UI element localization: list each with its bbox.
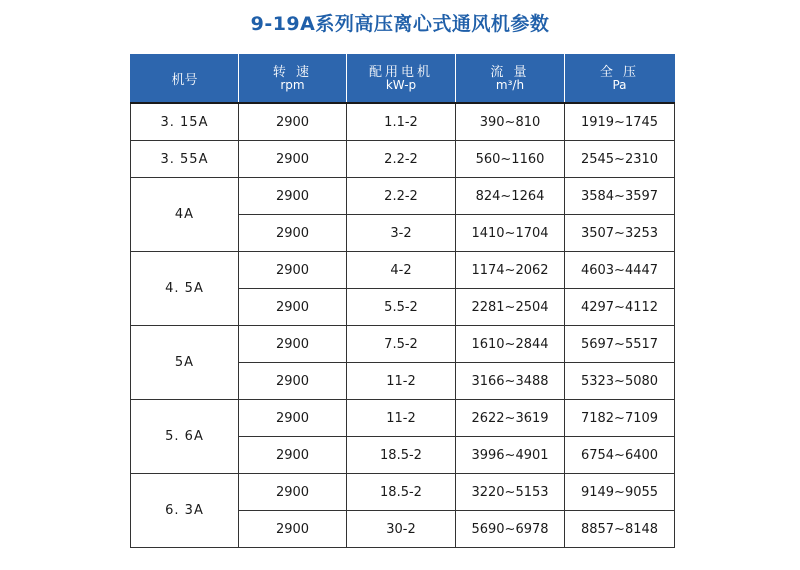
header-model bbox=[131, 54, 239, 103]
header-flow-unit: m³/h bbox=[495, 77, 525, 92]
flow-cell: 390~810 bbox=[456, 103, 565, 141]
power-cell: 18.5-2 bbox=[347, 474, 456, 511]
pressure-cell: 3507~3253 bbox=[565, 215, 675, 252]
table-row bbox=[131, 326, 675, 363]
pressure-cell: 3584~3597 bbox=[565, 178, 675, 215]
flow-cell: 560~1160 bbox=[456, 141, 565, 178]
fan-parameter-table bbox=[130, 54, 675, 548]
pressure-cell: 1919~1745 bbox=[565, 103, 675, 141]
flow-cell: 2281~2504 bbox=[456, 289, 565, 326]
header-flow bbox=[456, 54, 565, 103]
power-cell: 11-2 bbox=[347, 400, 456, 437]
model-cell: 4. 5A bbox=[131, 252, 239, 326]
pressure-cell: 5697~5517 bbox=[565, 326, 675, 363]
header-speed-unit: rpm bbox=[280, 77, 305, 92]
flow-cell: 3996~4901 bbox=[456, 437, 565, 474]
power-cell: 18.5-2 bbox=[347, 437, 456, 474]
speed-cell: 2900 bbox=[239, 511, 347, 548]
table-header-row bbox=[131, 54, 675, 103]
pressure-cell: 4297~4112 bbox=[565, 289, 675, 326]
pressure-cell: 5323~5080 bbox=[565, 363, 675, 400]
flow-cell: 2622~3619 bbox=[456, 400, 565, 437]
speed-cell: 2900 bbox=[239, 178, 347, 215]
header-power bbox=[347, 54, 456, 103]
speed-cell: 2900 bbox=[239, 215, 347, 252]
flow-cell: 1410~1704 bbox=[456, 215, 565, 252]
speed-cell: 2900 bbox=[239, 252, 347, 289]
table-row bbox=[131, 400, 675, 437]
pressure-cell: 6754~6400 bbox=[565, 437, 675, 474]
speed-cell: 2900 bbox=[239, 141, 347, 178]
power-cell: 11-2 bbox=[347, 363, 456, 400]
power-cell: 2.2-2 bbox=[347, 178, 456, 215]
table-row bbox=[131, 252, 675, 289]
speed-cell: 2900 bbox=[239, 326, 347, 363]
power-cell: 1.1-2 bbox=[347, 103, 456, 141]
flow-cell: 3166~3488 bbox=[456, 363, 565, 400]
pressure-cell: 9149~9055 bbox=[565, 474, 675, 511]
table-row bbox=[131, 141, 675, 178]
speed-cell: 2900 bbox=[239, 103, 347, 141]
speed-cell: 2900 bbox=[239, 289, 347, 326]
power-cell: 3-2 bbox=[347, 215, 456, 252]
flow-cell: 3220~5153 bbox=[456, 474, 565, 511]
model-cell: 6. 3A bbox=[131, 474, 239, 548]
table-row bbox=[131, 474, 675, 511]
flow-cell: 5690~6978 bbox=[456, 511, 565, 548]
header-speed bbox=[239, 54, 347, 103]
header-power-label: 配用电机 bbox=[368, 64, 433, 80]
model-cell: 3. 15A bbox=[131, 103, 239, 141]
header-power-unit: kW-p bbox=[385, 77, 417, 92]
model-cell: 5. 6A bbox=[131, 400, 239, 474]
pressure-cell: 4603~4447 bbox=[565, 252, 675, 289]
speed-cell: 2900 bbox=[239, 437, 347, 474]
power-cell: 4-2 bbox=[347, 252, 456, 289]
power-cell: 7.5-2 bbox=[347, 326, 456, 363]
header-model-label: 机号 bbox=[171, 72, 198, 88]
model-cell: 5A bbox=[131, 326, 239, 400]
flow-cell: 1174~2062 bbox=[456, 252, 565, 289]
header-flow-label: 流 量 bbox=[490, 64, 530, 80]
speed-cell: 2900 bbox=[239, 400, 347, 437]
page-title: 9-19A系列高压离心式通风机参数 bbox=[250, 13, 550, 35]
power-cell: 30-2 bbox=[347, 511, 456, 548]
model-cell: 4A bbox=[131, 178, 239, 252]
pressure-cell: 7182~7109 bbox=[565, 400, 675, 437]
model-cell: 3. 55A bbox=[131, 141, 239, 178]
power-cell: 2.2-2 bbox=[347, 141, 456, 178]
header-pressure-label: 全 压 bbox=[599, 64, 640, 80]
table-row bbox=[131, 103, 675, 141]
header-pressure-unit: Pa bbox=[612, 77, 627, 92]
speed-cell: 2900 bbox=[239, 474, 347, 511]
speed-cell: 2900 bbox=[239, 363, 347, 400]
header-speed-label: 转 速 bbox=[272, 64, 313, 80]
pressure-cell: 2545~2310 bbox=[565, 141, 675, 178]
header-pressure bbox=[565, 54, 675, 103]
flow-cell: 824~1264 bbox=[456, 178, 565, 215]
table-row bbox=[131, 178, 675, 215]
power-cell: 5.5-2 bbox=[347, 289, 456, 326]
pressure-cell: 8857~8148 bbox=[565, 511, 675, 548]
flow-cell: 1610~2844 bbox=[456, 326, 565, 363]
